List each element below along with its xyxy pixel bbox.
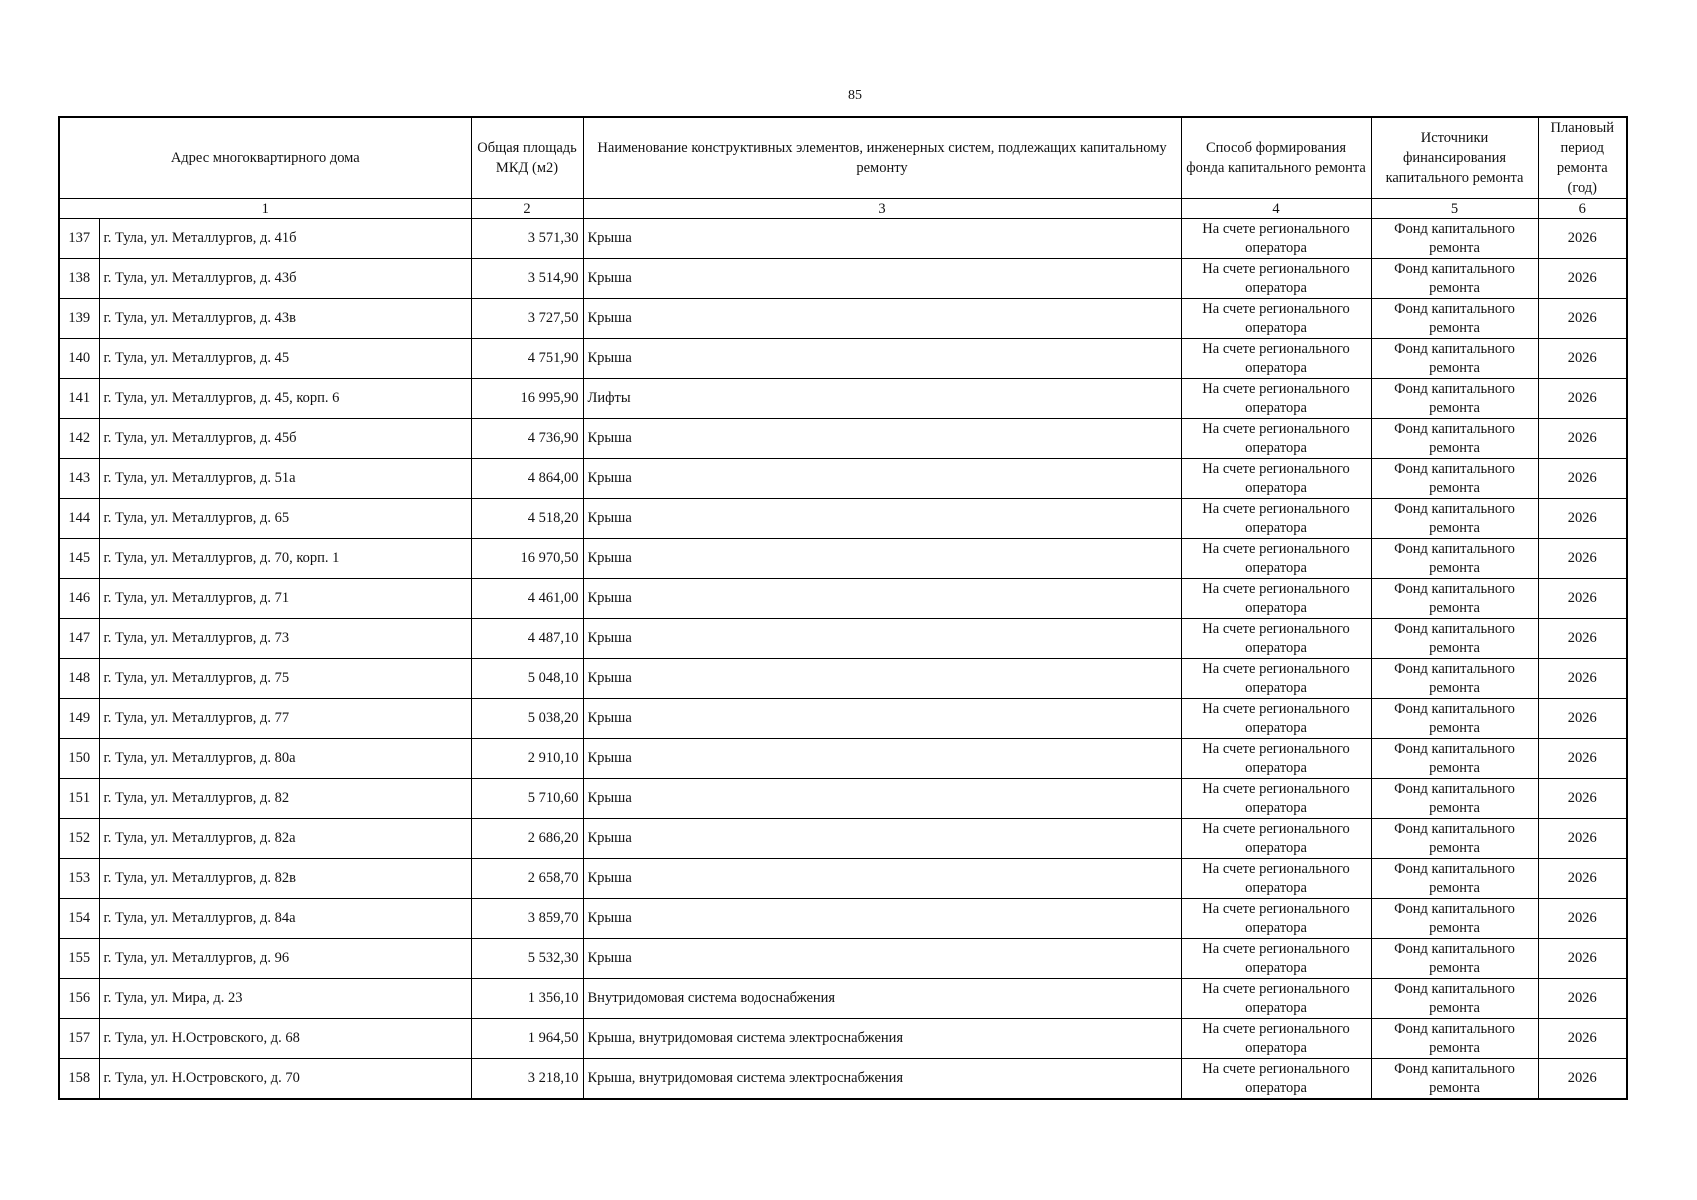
row-element: Крыша: [583, 699, 1181, 739]
row-element: Крыша: [583, 779, 1181, 819]
column-number: 4: [1181, 199, 1371, 219]
table-row: [59, 459, 1627, 499]
row-address: г. Тула, ул. Металлургов, д. 65: [99, 499, 471, 539]
row-element: Крыша: [583, 219, 1181, 259]
row-area: 3 218,10: [471, 1059, 583, 1100]
row-method: На счете регионального оператора: [1181, 379, 1371, 419]
row-element: Крыша: [583, 299, 1181, 339]
row-method: На счете регионального оператора: [1181, 979, 1371, 1019]
row-address: г. Тула, ул. Металлургов, д. 84а: [99, 899, 471, 939]
table-row: [59, 899, 1627, 939]
table-row: [59, 419, 1627, 459]
row-area: 1 964,50: [471, 1019, 583, 1059]
row-area: 4 751,90: [471, 339, 583, 379]
row-area: 4 864,00: [471, 459, 583, 499]
table-row: [59, 1019, 1627, 1059]
row-number: 137: [59, 219, 99, 259]
row-year: 2026: [1538, 539, 1627, 579]
table-row: [59, 699, 1627, 739]
row-year: 2026: [1538, 299, 1627, 339]
row-address: г. Тула, ул. Металлургов, д. 45: [99, 339, 471, 379]
row-area: 1 356,10: [471, 979, 583, 1019]
row-year: 2026: [1538, 339, 1627, 379]
row-address: г. Тула, ул. Металлургов, д. 73: [99, 619, 471, 659]
row-source: Фонд капитального ремонта: [1371, 939, 1538, 979]
row-number: 139: [59, 299, 99, 339]
row-address: г. Тула, ул. Металлургов, д. 96: [99, 939, 471, 979]
row-source: Фонд капитального ремонта: [1371, 619, 1538, 659]
row-method: На счете регионального оператора: [1181, 859, 1371, 899]
table-row: [59, 939, 1627, 979]
row-source: Фонд капитального ремонта: [1371, 259, 1538, 299]
row-source: Фонд капитального ремонта: [1371, 779, 1538, 819]
row-number: 147: [59, 619, 99, 659]
row-address: г. Тула, ул. Н.Островского, д. 68: [99, 1019, 471, 1059]
row-method: На счете регионального оператора: [1181, 499, 1371, 539]
row-address: г. Тула, ул. Металлургов, д. 82: [99, 779, 471, 819]
row-element: Внутридомовая система водоснабжения: [583, 979, 1181, 1019]
row-method: На счете регионального оператора: [1181, 779, 1371, 819]
row-address: г. Тула, ул. Металлургов, д. 41б: [99, 219, 471, 259]
row-year: 2026: [1538, 219, 1627, 259]
table-row: [59, 739, 1627, 779]
row-area: 4 461,00: [471, 579, 583, 619]
row-number: 141: [59, 379, 99, 419]
row-element: Крыша: [583, 819, 1181, 859]
row-number: 153: [59, 859, 99, 899]
row-method: На счете регионального оператора: [1181, 259, 1371, 299]
row-source: Фонд капитального ремонта: [1371, 379, 1538, 419]
row-address: г. Тула, ул. Металлургов, д. 51а: [99, 459, 471, 499]
row-source: Фонд капитального ремонта: [1371, 339, 1538, 379]
row-year: 2026: [1538, 499, 1627, 539]
row-element: Крыша, внутридомовая система электроснабжения: [583, 1059, 1181, 1100]
column-number: 3: [583, 199, 1181, 219]
header-sources: Источники финансирования капитального ремонта: [1371, 117, 1538, 199]
row-source: Фонд капитального ремонта: [1371, 699, 1538, 739]
row-source: Фонд капитального ремонта: [1371, 419, 1538, 459]
row-method: На счете регионального оператора: [1181, 419, 1371, 459]
column-number: 1: [59, 199, 471, 219]
row-area: 5 048,10: [471, 659, 583, 699]
row-number: 138: [59, 259, 99, 299]
row-number: 155: [59, 939, 99, 979]
row-area: 4 518,20: [471, 499, 583, 539]
table-row: [59, 539, 1627, 579]
capital-repair-table: [58, 116, 1628, 1100]
table-row: [59, 579, 1627, 619]
row-address: г. Тула, ул. Металлургов, д. 45, корп. 6: [99, 379, 471, 419]
table-row: [59, 219, 1627, 259]
row-method: На счете регионального оператора: [1181, 339, 1371, 379]
row-number: 154: [59, 899, 99, 939]
row-year: 2026: [1538, 899, 1627, 939]
row-element: Крыша: [583, 419, 1181, 459]
row-year: 2026: [1538, 859, 1627, 899]
row-address: г. Тула, ул. Мира, д. 23: [99, 979, 471, 1019]
column-number-row: [59, 199, 1627, 219]
table-row: [59, 259, 1627, 299]
row-method: На счете регионального оператора: [1181, 219, 1371, 259]
row-year: 2026: [1538, 979, 1627, 1019]
column-number: 2: [471, 199, 583, 219]
row-method: На счете регионального оператора: [1181, 699, 1371, 739]
table-row: [59, 659, 1627, 699]
table-row: [59, 819, 1627, 859]
row-number: 144: [59, 499, 99, 539]
row-source: Фонд капитального ремонта: [1371, 659, 1538, 699]
row-address: г. Тула, ул. Металлургов, д. 71: [99, 579, 471, 619]
row-area: 5 710,60: [471, 779, 583, 819]
row-number: 142: [59, 419, 99, 459]
row-year: 2026: [1538, 419, 1627, 459]
row-address: г. Тула, ул. Металлургов, д. 82а: [99, 819, 471, 859]
row-number: 152: [59, 819, 99, 859]
table-row: [59, 379, 1627, 419]
row-method: На счете регионального оператора: [1181, 579, 1371, 619]
row-address: г. Тула, ул. Металлургов, д. 43в: [99, 299, 471, 339]
row-number: 140: [59, 339, 99, 379]
header-area: Общая площадь МКД (м2): [471, 117, 583, 199]
row-area: 16 970,50: [471, 539, 583, 579]
row-number: 151: [59, 779, 99, 819]
table-row: [59, 299, 1627, 339]
row-year: 2026: [1538, 579, 1627, 619]
table-header-row: [59, 117, 1627, 199]
row-area: 5 532,30: [471, 939, 583, 979]
row-element: Крыша: [583, 499, 1181, 539]
header-address: Адрес многоквартирного дома: [59, 117, 471, 199]
row-area: 16 995,90: [471, 379, 583, 419]
row-method: На счете регионального оператора: [1181, 619, 1371, 659]
row-method: На счете регионального оператора: [1181, 299, 1371, 339]
row-address: г. Тула, ул. Металлургов, д. 82в: [99, 859, 471, 899]
row-source: Фонд капитального ремонта: [1371, 219, 1538, 259]
row-element: Крыша: [583, 939, 1181, 979]
row-year: 2026: [1538, 819, 1627, 859]
row-method: На счете регионального оператора: [1181, 659, 1371, 699]
row-number: 149: [59, 699, 99, 739]
row-element: Крыша: [583, 899, 1181, 939]
table-row: [59, 779, 1627, 819]
table-row: [59, 339, 1627, 379]
table-row: [59, 499, 1627, 539]
row-source: Фонд капитального ремонта: [1371, 499, 1538, 539]
row-element: Крыша: [583, 259, 1181, 299]
row-address: г. Тула, ул. Металлургов, д. 45б: [99, 419, 471, 459]
row-source: Фонд капитального ремонта: [1371, 979, 1538, 1019]
row-method: На счете регионального оператора: [1181, 819, 1371, 859]
row-year: 2026: [1538, 779, 1627, 819]
row-method: На счете регионального оператора: [1181, 739, 1371, 779]
header-period: Плановый период ремонта (год): [1538, 117, 1627, 199]
row-year: 2026: [1538, 459, 1627, 499]
row-area: 5 038,20: [471, 699, 583, 739]
row-number: 148: [59, 659, 99, 699]
row-year: 2026: [1538, 259, 1627, 299]
row-element: Крыша: [583, 619, 1181, 659]
row-element: Крыша: [583, 739, 1181, 779]
row-source: Фонд капитального ремонта: [1371, 459, 1538, 499]
header-method: Способ формирования фонда капитального ремонта: [1181, 117, 1371, 199]
row-area: 3 727,50: [471, 299, 583, 339]
row-element: Крыша: [583, 459, 1181, 499]
row-address: г. Тула, ул. Металлургов, д. 77: [99, 699, 471, 739]
column-number: 6: [1538, 199, 1627, 219]
row-source: Фонд капитального ремонта: [1371, 739, 1538, 779]
row-element: Крыша, внутридомовая система электроснабжения: [583, 1019, 1181, 1059]
row-number: 143: [59, 459, 99, 499]
row-number: 150: [59, 739, 99, 779]
table-row: [59, 859, 1627, 899]
row-method: На счете регионального оператора: [1181, 539, 1371, 579]
row-area: 2 658,70: [471, 859, 583, 899]
table-row: [59, 619, 1627, 659]
row-source: Фонд капитального ремонта: [1371, 1059, 1538, 1100]
row-source: Фонд капитального ремонта: [1371, 1019, 1538, 1059]
row-element: Крыша: [583, 339, 1181, 379]
table-row: [59, 979, 1627, 1019]
row-number: 157: [59, 1019, 99, 1059]
row-year: 2026: [1538, 739, 1627, 779]
row-element: Крыша: [583, 539, 1181, 579]
row-address: г. Тула, ул. Н.Островского, д. 70: [99, 1059, 471, 1100]
row-element: Крыша: [583, 659, 1181, 699]
row-area: 4 736,90: [471, 419, 583, 459]
row-area: 2 686,20: [471, 819, 583, 859]
row-address: г. Тула, ул. Металлургов, д. 75: [99, 659, 471, 699]
row-source: Фонд капитального ремонта: [1371, 859, 1538, 899]
row-year: 2026: [1538, 1019, 1627, 1059]
row-year: 2026: [1538, 659, 1627, 699]
row-element: Лифты: [583, 379, 1181, 419]
row-number: 156: [59, 979, 99, 1019]
row-source: Фонд капитального ремонта: [1371, 899, 1538, 939]
row-source: Фонд капитального ремонта: [1371, 819, 1538, 859]
row-address: г. Тула, ул. Металлургов, д. 70, корп. 1: [99, 539, 471, 579]
table-row: [59, 1059, 1627, 1100]
row-element: Крыша: [583, 579, 1181, 619]
row-number: 145: [59, 539, 99, 579]
row-area: 3 571,30: [471, 219, 583, 259]
row-year: 2026: [1538, 699, 1627, 739]
header-elements: Наименование конструктивных элементов, инженерных систем, подлежащих капитальному ремонту: [583, 117, 1181, 199]
row-method: На счете регионального оператора: [1181, 1059, 1371, 1100]
row-year: 2026: [1538, 619, 1627, 659]
row-address: г. Тула, ул. Металлургов, д. 43б: [99, 259, 471, 299]
row-area: 3 514,90: [471, 259, 583, 299]
row-method: На счете регионального оператора: [1181, 939, 1371, 979]
row-method: На счете регионального оператора: [1181, 1019, 1371, 1059]
row-element: Крыша: [583, 859, 1181, 899]
row-number: 146: [59, 579, 99, 619]
row-source: Фонд капитального ремонта: [1371, 299, 1538, 339]
page-number: 85: [848, 88, 862, 103]
row-area: 2 910,10: [471, 739, 583, 779]
row-year: 2026: [1538, 1059, 1627, 1100]
row-method: На счете регионального оператора: [1181, 459, 1371, 499]
row-number: 158: [59, 1059, 99, 1100]
row-source: Фонд капитального ремонта: [1371, 539, 1538, 579]
row-method: На счете регионального оператора: [1181, 899, 1371, 939]
row-address: г. Тула, ул. Металлургов, д. 80а: [99, 739, 471, 779]
row-year: 2026: [1538, 379, 1627, 419]
row-area: 4 487,10: [471, 619, 583, 659]
row-year: 2026: [1538, 939, 1627, 979]
row-area: 3 859,70: [471, 899, 583, 939]
row-source: Фонд капитального ремонта: [1371, 579, 1538, 619]
column-number: 5: [1371, 199, 1538, 219]
